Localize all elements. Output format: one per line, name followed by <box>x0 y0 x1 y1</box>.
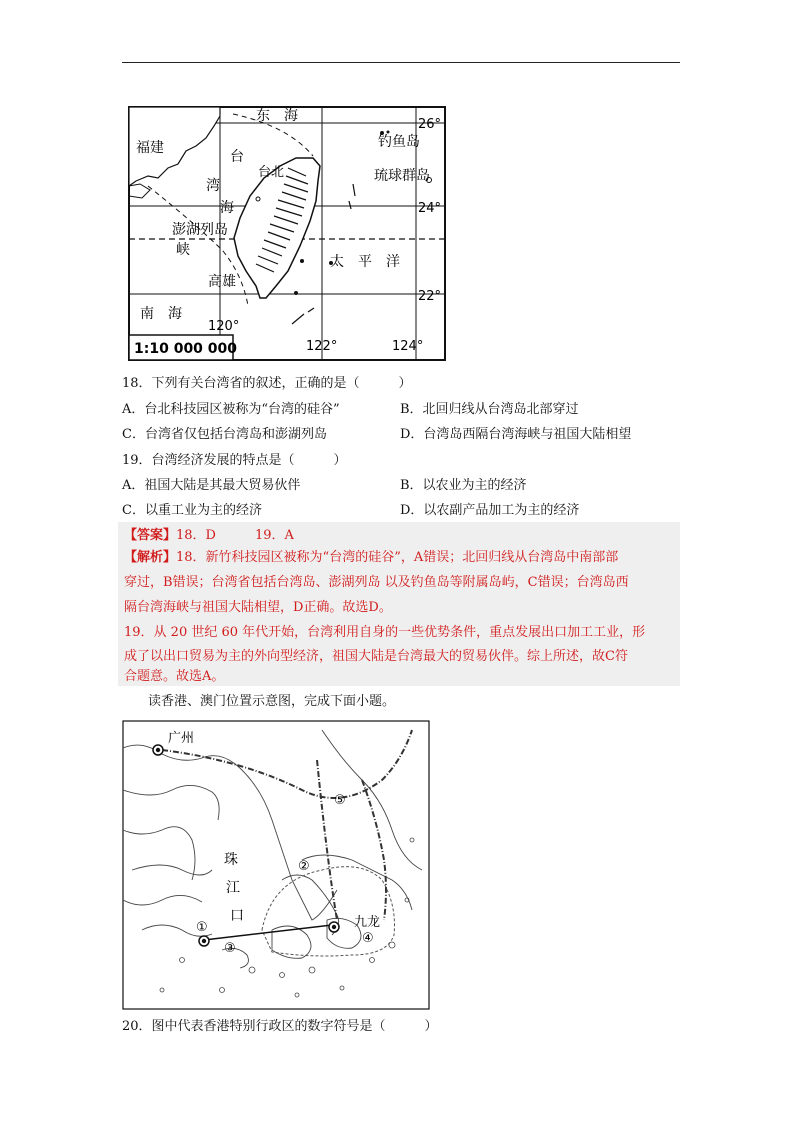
label-fujian: 福建 <box>136 140 164 156</box>
label-num-5: ⑤ <box>334 793 346 808</box>
label-lon124: 124° <box>392 339 424 354</box>
q18-option-c[interactable]: C．台湾省仅包括台湾岛和澎湖列岛 <box>122 427 327 442</box>
hk-macau-map <box>122 720 430 1010</box>
label-penghu: 澎湖列岛 <box>172 222 228 238</box>
map2-intro: 读香港、澳门位置示意图，完成下面小题。 <box>148 694 396 709</box>
q18-option-a[interactable]: A．台北科技园区被称为“台湾的硅谷” <box>122 402 340 417</box>
label-pacific: 太 平 洋 <box>330 254 400 270</box>
analysis-text-2: 穿过，B错误；台湾省包括台湾岛、澎湖列岛 以及钓鱼岛等附属岛屿，C错误；台湾岛西 <box>124 575 629 590</box>
label-south-sea: 南 海 <box>140 306 182 322</box>
label-num-3: ③ <box>224 941 236 956</box>
answer-text: 18．D 19．A <box>176 528 294 543</box>
analysis-text-4: 19．从 20 世纪 60 年代开始，台湾利用自身的一些优势条件，重点发展出口加工工业，形 <box>124 625 646 640</box>
q19-stem: 19．台湾经济发展的特点是（ ） <box>122 453 347 468</box>
q18-option-d[interactable]: D．台湾岛西隔台湾海峡与祖国大陆相望 <box>400 427 632 442</box>
analysis-line-1 <box>124 549 618 567</box>
q19-option-d[interactable]: D．以农副产品加工为主的经济 <box>400 503 580 518</box>
label-jiang: 江 <box>226 880 240 896</box>
map-scale: 1:10 000 000 <box>134 341 238 357</box>
label-num-1: ① <box>196 920 208 935</box>
label-hai: 海 <box>220 200 234 216</box>
label-kou: 口 <box>230 908 244 924</box>
analysis-tag: 【解析】 <box>124 550 177 565</box>
label-num-4: ④ <box>362 931 374 946</box>
label-diaoyu: 钓鱼岛 <box>378 134 420 150</box>
label-guangzhou: 广州 <box>168 731 195 746</box>
analysis-text-5: 成了以出口贸易为主的外向型经济，祖国大陆是台湾最大的贸易伙伴。综上所述，故C符 <box>124 649 628 664</box>
analysis-text-1: 18．新竹科技园区被称为“台湾的硅谷”，A错误；北回归线从台湾岛中南部部 <box>176 550 619 565</box>
label-lat26: 26° <box>418 117 442 132</box>
q20-stem: 20．图中代表香港特别行政区的数字符号是（ ） <box>122 1019 438 1034</box>
label-lat22: 22° <box>418 289 442 304</box>
q18-option-b[interactable]: B．北回归线从台湾岛北部穿过 <box>400 402 579 417</box>
answer-tag: 【答案】 <box>124 528 177 543</box>
label-taibei: 台北 <box>258 165 285 180</box>
answer-line <box>124 527 294 545</box>
label-kowloon: 九龙 <box>354 915 381 930</box>
label-east-sea: 东 海 <box>256 108 298 124</box>
label-num-2: ② <box>298 859 310 874</box>
label-ryukyu: 琉球群岛 <box>374 168 430 184</box>
analysis-text-6: 合题意。故选A。 <box>124 669 225 684</box>
q19-option-a[interactable]: A．祖国大陆是其最大贸易伙伴 <box>122 478 301 493</box>
label-wan: 湾 <box>206 178 220 194</box>
label-tai: 台 <box>230 149 244 165</box>
label-zhu: 珠 <box>224 852 238 868</box>
label-kaohsiung: 高雄 <box>208 274 236 290</box>
label-xia: 峡 <box>176 242 190 258</box>
taiwan-map <box>128 106 446 361</box>
header-rule <box>122 62 680 63</box>
label-lat24: 24° <box>418 201 442 216</box>
q19-option-b[interactable]: B．以农业为主的经济 <box>400 478 527 493</box>
label-lon122: 122° <box>306 339 338 354</box>
q19-option-c[interactable]: C．以重工业为主的经济 <box>122 503 262 518</box>
analysis-text-3: 隔台湾海峡与祖国大陆相望，D正确。故选D。 <box>124 600 392 615</box>
label-lon120: 120° <box>208 319 240 334</box>
q18-stem: 18．下列有关台湾省的叙述，正确的是（ ） <box>122 376 412 391</box>
